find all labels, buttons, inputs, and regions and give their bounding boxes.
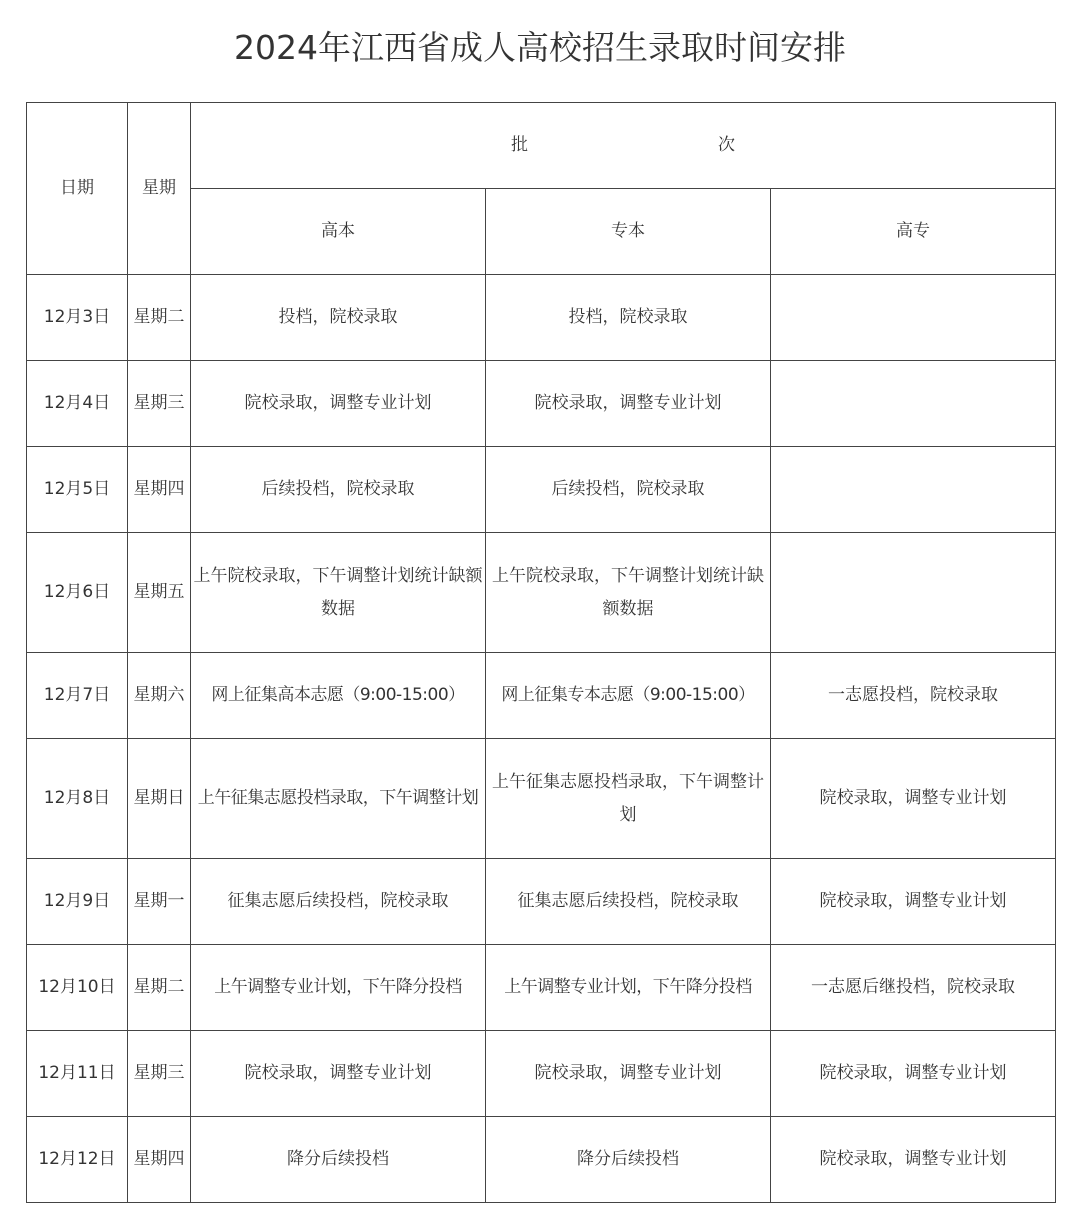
table-row: [27, 533, 1056, 653]
cell-gaoben: 征集志愿后续投档，院校录取: [191, 859, 486, 945]
header-zhuanben: 专本: [486, 189, 771, 275]
cell-gaozhuan: [771, 275, 1056, 361]
cell-weekday: 星期四: [128, 447, 191, 533]
cell-weekday: 星期六: [128, 653, 191, 739]
cell-zhuanben: 网上征集专本志愿（9:00-15:00）: [486, 653, 771, 739]
cell-zhuanben: 院校录取，调整专业计划: [486, 361, 771, 447]
cell-zhuanben: 上午调整专业计划，下午降分投档: [486, 945, 771, 1031]
cell-date: 12月8日: [27, 739, 128, 859]
cell-gaoben: 院校录取，调整专业计划: [191, 1031, 486, 1117]
cell-gaozhuan: 院校录取，调整专业计划: [771, 739, 1056, 859]
table-row: [27, 1031, 1056, 1117]
cell-gaozhuan: 院校录取，调整专业计划: [771, 1117, 1056, 1203]
cell-weekday: 星期四: [128, 1117, 191, 1203]
cell-gaoben: 院校录取，调整专业计划: [191, 361, 486, 447]
header-row-batch: [27, 103, 1056, 189]
header-batch-left: 批: [511, 135, 528, 155]
cell-gaoben: 网上征集高本志愿（9:00-15:00）: [191, 653, 486, 739]
cell-zhuanben: 降分后续投档: [486, 1117, 771, 1203]
cell-gaoben: 降分后续投档: [191, 1117, 486, 1203]
header-batch-right: 次: [718, 135, 735, 155]
cell-gaoben: 上午院校录取，下午调整计划统计缺额数据: [191, 533, 486, 653]
cell-weekday: 星期二: [128, 945, 191, 1031]
cell-gaozhuan: [771, 361, 1056, 447]
cell-weekday: 星期五: [128, 533, 191, 653]
cell-date: 12月7日: [27, 653, 128, 739]
cell-weekday: 星期二: [128, 275, 191, 361]
cell-date: 12月4日: [27, 361, 128, 447]
admission-schedule-table: [26, 102, 1056, 1203]
header-weekday: 星期: [128, 103, 191, 275]
cell-gaozhuan: 院校录取，调整专业计划: [771, 859, 1056, 945]
cell-zhuanben: 上午征集志愿投档录取，下午调整计划: [486, 739, 771, 859]
cell-weekday: 星期三: [128, 361, 191, 447]
cell-gaozhuan: 一志愿后继投档，院校录取: [771, 945, 1056, 1031]
table-row: [27, 361, 1056, 447]
cell-gaoben: 后续投档，院校录取: [191, 447, 486, 533]
page-title: 2024年江西省成人高校招生录取时间安排: [234, 28, 846, 67]
cell-date: 12月6日: [27, 533, 128, 653]
cell-date: 12月10日: [27, 945, 128, 1031]
table-row: [27, 1117, 1056, 1203]
cell-zhuanben: 上午院校录取，下午调整计划统计缺额数据: [486, 533, 771, 653]
cell-weekday: 星期一: [128, 859, 191, 945]
table-row: [27, 275, 1056, 361]
table-row: [27, 945, 1056, 1031]
cell-date: 12月11日: [27, 1031, 128, 1117]
cell-gaozhuan: [771, 533, 1056, 653]
header-batch: [191, 103, 1056, 189]
table-row: [27, 653, 1056, 739]
cell-zhuanben: 征集志愿后续投档，院校录取: [486, 859, 771, 945]
cell-date: 12月5日: [27, 447, 128, 533]
cell-gaoben: 投档，院校录取: [191, 275, 486, 361]
cell-gaozhuan: [771, 447, 1056, 533]
header-date: 日期: [27, 103, 128, 275]
cell-gaoben: 上午征集志愿投档录取，下午调整计划: [191, 739, 486, 859]
header-gaozhuan: 高专: [771, 189, 1056, 275]
cell-gaozhuan: 院校录取，调整专业计划: [771, 1031, 1056, 1117]
cell-zhuanben: 投档，院校录取: [486, 275, 771, 361]
cell-date: 12月9日: [27, 859, 128, 945]
table-row: [27, 447, 1056, 533]
cell-zhuanben: 后续投档，院校录取: [486, 447, 771, 533]
cell-weekday: 星期日: [128, 739, 191, 859]
cell-zhuanben: 院校录取，调整专业计划: [486, 1031, 771, 1117]
cell-date: 12月3日: [27, 275, 128, 361]
header-gaoben: 高本: [191, 189, 486, 275]
table-row: [27, 859, 1056, 945]
cell-gaozhuan: 一志愿投档，院校录取: [771, 653, 1056, 739]
cell-weekday: 星期三: [128, 1031, 191, 1117]
table-row: [27, 739, 1056, 859]
cell-date: 12月12日: [27, 1117, 128, 1203]
cell-gaoben: 上午调整专业计划，下午降分投档: [191, 945, 486, 1031]
